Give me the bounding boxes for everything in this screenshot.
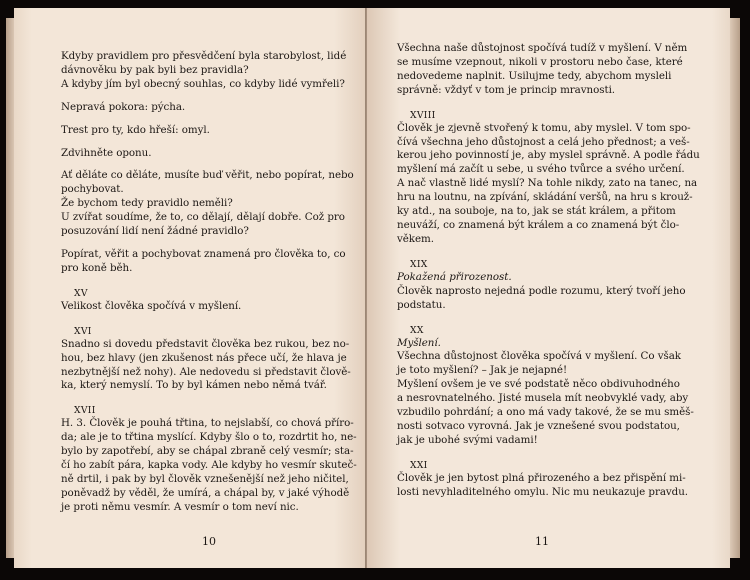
text-line: se musíme vzepnout, nikoli v prostoru nebo čase, které — [397, 55, 683, 68]
text-line: myšlení má začít u sebe, u svého tvůrce a svého určení. — [397, 163, 685, 176]
text-line: hou, bez hlavy (jen zkušenost nás přece učí, že hlava je — [61, 351, 347, 364]
text-line: ky atd., na souboje, na to, jak se stát králem, a přitom — [397, 205, 676, 218]
text-line: ně drtil, i pak by byl člověk vznešenější než jeho ničitel, — [61, 472, 349, 485]
text-line: jak je ubohé svými vadami! — [397, 433, 538, 446]
paragraph — [397, 350, 693, 447]
section-number: XVI — [74, 325, 92, 337]
text-line: nosti sotvaco vyrovná. Jak je vznešené svou podstatou, — [397, 419, 680, 432]
left-page-text — [61, 50, 357, 515]
text-line: a nesrovnatelného. Jisté musela mít neobvyklé vady, aby — [397, 392, 689, 405]
text-line: nedovedeme naplnit. Usilujme tedy, abychom mysleli — [397, 69, 672, 82]
text-line: vzbudilo pohrdání; a ono má vady takové, že se mu směš- — [397, 406, 694, 419]
text-line: dávnověku by pak byli bez pravidla? — [61, 63, 249, 76]
text-line: Člověk naprosto nejedná podle rozumu, který tvoří jeho — [397, 284, 686, 297]
section-number: XX — [410, 324, 424, 336]
text-line: Snadno si dovedu představit člověka bez rukou, bez no- — [61, 337, 350, 350]
text-line: Kdyby pravidlem pro přesvědčení byla starobylost, lidé — [61, 50, 347, 62]
paragraph — [61, 417, 357, 514]
text-line: je toto myšlení? – Jak je nejapné! — [397, 364, 568, 377]
page-number: 11 — [535, 535, 549, 548]
paragraph: Nepravá pokora: pýcha. — [61, 100, 186, 113]
text-line: Všechna naše důstojnost spočívá tudíž v myšlení. V něm — [397, 42, 688, 54]
page-number: 10 — [202, 535, 216, 548]
section-number: XVII — [74, 405, 96, 417]
text-line: A nač vlastně lidé myslí? Na tohle nikdy, zato na tanec, na — [397, 177, 698, 190]
text-line: A kdyby jím byl obecný souhlas, co kdyby lidé vymřeli? — [61, 77, 345, 90]
text-line: Myšlení ovšem je ve své podstatě něco obdivuhodného — [397, 378, 680, 391]
text-line: je proti němu vesmír. A vesmír o tom neví nic. — [61, 500, 299, 513]
text-line: správně: vždyť v tom je princip mravnosti. — [397, 83, 616, 96]
section-number: XV — [74, 287, 88, 299]
text-line: neuváží, co znamená být králem a co znamená být člo- — [397, 218, 680, 231]
text-line: čí ho zabít pára, kapka vody. Ale kdyby ho vesmír skuteč- — [61, 459, 357, 472]
text-line: Ať děláte co děláte, musíte buď věřit, nebo popírat, nebo — [61, 169, 354, 182]
right-page — [366, 8, 730, 568]
text-line: pro koně běh. — [61, 261, 133, 274]
text-line: Že bychom tedy pravidlo neměli? — [61, 197, 233, 210]
paragraph — [61, 50, 349, 92]
paragraph — [61, 169, 354, 239]
paragraph — [397, 285, 693, 313]
text-line: losti nevyhladitelného omylu. Nic mu neukazuje pravdu. — [397, 485, 689, 498]
paragraph: Velikost člověka spočívá v myšlení. — [61, 299, 242, 312]
text-line: pochybovat. — [61, 183, 124, 196]
left-page — [14, 8, 366, 568]
text-line: posuzování lidí není žádné pravidlo? — [61, 225, 249, 238]
paragraph — [61, 338, 349, 394]
text-line: hru na loutnu, na zpívání, skládání veršů, na hru s krouž- — [397, 191, 693, 204]
text-line: da; ale je to třtina myslící. Kdyby šlo o to, rozdrtit ho, ne- — [61, 431, 357, 444]
text-line: poněvadž by věděl, že umírá, a chápal by, v jaké výhodě — [61, 486, 350, 499]
section-title: Pokažená přirozenost. — [397, 270, 512, 283]
section-number: XIX — [410, 258, 428, 270]
text-line: Člověk je zjevně stvořený k tomu, aby myslel. V tom spo- — [397, 121, 691, 134]
text-line: U zvířat soudíme, že to, co dělají, dělají dobře. Což pro — [61, 211, 345, 224]
section-number: XXI — [410, 459, 428, 471]
paragraph — [397, 42, 693, 98]
text-line: bylo by zapotřebí, aby se chápal zbraně celý vesmír; sta- — [61, 445, 354, 458]
text-line: ka, který nemyslí. To by byl kámen nebo němá tvář. — [61, 379, 327, 392]
text-line: kerou jeho povinností je, aby myslel správně. A podle řádu — [397, 149, 700, 162]
text-line: podstatu. — [397, 298, 446, 311]
section-number: XVIII — [410, 109, 436, 121]
paragraph — [397, 121, 700, 247]
paragraph: Trest pro ty, kdo hřeší: omyl. — [61, 123, 210, 136]
text-line: Všechna důstojnost člověka spočívá v myšlení. Co však — [397, 350, 681, 363]
section-title: Myšlení. — [397, 336, 441, 349]
text-line: Člověk je jen bytost plná přirozeného a bez přispění mi- — [397, 471, 686, 484]
text-line: nezbytnější než nohy). Ale nedovedu si představit člově- — [61, 365, 351, 378]
paragraph — [61, 248, 349, 276]
text-line: čívá všechna jeho důstojnost a celá jeho přednost; a veš- — [397, 135, 690, 148]
text-line: H. 3. Člověk je pouhá třtina, to nejslabší, co chová příro- — [61, 417, 354, 430]
text-line: Popírat, věřit a pochybovat znamená pro člověka to, co — [61, 247, 346, 260]
text-line: věkem. — [397, 232, 434, 245]
paragraph — [397, 472, 693, 500]
right-page-text — [397, 42, 700, 500]
paragraph: Zdvihněte oponu. — [61, 146, 152, 159]
